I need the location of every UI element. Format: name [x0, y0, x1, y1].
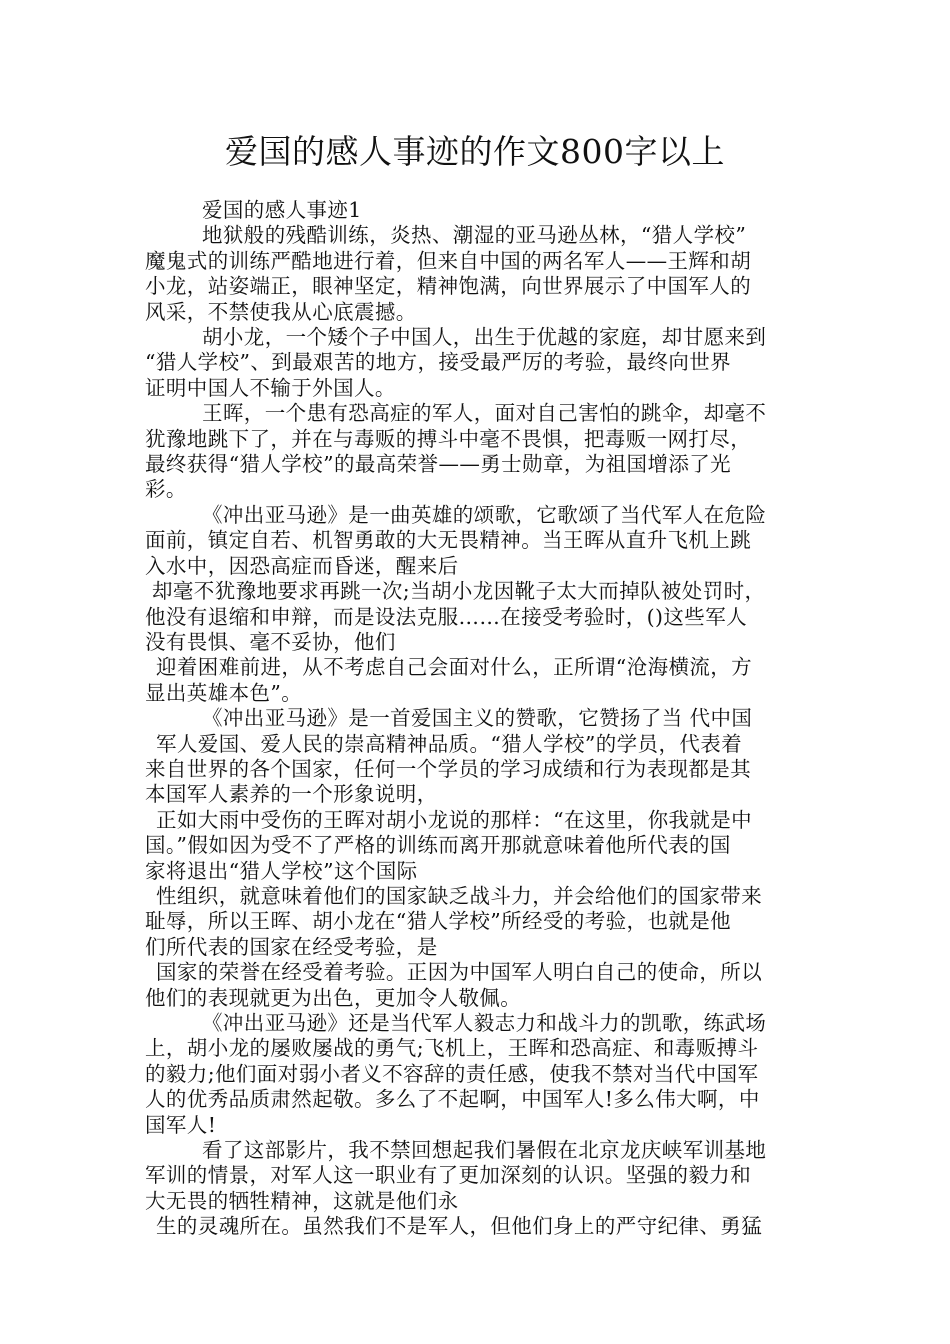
- text-line: 爱国的感人事迹1: [202, 198, 362, 222]
- text-line: 看了这部影片，我不禁回想起我们暑假在北京龙庆峡军训基地: [202, 1138, 767, 1163]
- text-line: 的毅力;他们面对弱小者义不容辞的责任感，使我不禁对当代中国军: [145, 1061, 759, 1086]
- text-line: 《冲出亚马逊》还是当代军人毅志力和战斗力的凯歌，练武场: [202, 1011, 767, 1035]
- text-line: 却毫不犹豫地要求再跳一次;当胡小龙因靴子太大而掉队被处罚时，: [152, 579, 766, 604]
- text-line: 风采，不禁使我从心底震撼。: [145, 299, 417, 324]
- text-line: 本国军人素养的一个形象说明，: [145, 782, 438, 807]
- text-line: 证明中国人不输于外国人。: [145, 375, 396, 400]
- text-line: 迎着困难前进，从不考虑自己会面对什么，正所谓“沧海横流，方: [156, 655, 753, 680]
- text-line: 《冲出亚马逊》是一首爱国主义的赞歌，它赞扬了当 代中国: [202, 706, 753, 731]
- text-line: 耻辱，所以王晖、胡小龙在“猎人学校”所经受的考验，也就是他: [145, 909, 732, 934]
- text-line: 胡小龙，一个矮个子中国人，出生于优越的家庭，却甘愿来到: [202, 325, 767, 350]
- document-title: 爱国的感人事迹的作文800字以上: [225, 132, 725, 171]
- text-line: 大无畏的牺牲精神，这就是他们永: [145, 1188, 459, 1213]
- document-body: [145, 198, 810, 1240]
- text-line: 《冲出亚马逊》是一曲英雄的颂歌，它歌颂了当代军人在危险: [202, 502, 767, 527]
- text-line: 军人爱国、爱人民的崇高精神品质。“猎人学校”的学员，代表着: [156, 731, 743, 756]
- text-line: 国家的荣誉在经受着考验。正因为中国军人明白自己的使命，所以: [156, 960, 763, 985]
- text-line: 最终获得“猎人学校”的最高荣誉——勇士勋章，为祖国增添了光: [145, 452, 732, 477]
- text-line: 显出英雄本色”。: [145, 680, 303, 705]
- text-line: 人的优秀品质肃然起敬。多么了不起啊，中国军人!多么伟大啊，中: [145, 1087, 760, 1112]
- text-line: 魔鬼式的训练严酷地进行着，但来自中国的两名军人——王辉和胡: [145, 248, 752, 273]
- text-line: 国军人!: [145, 1112, 217, 1137]
- text-line: 生的灵魂所在。虽然我们不是军人，但他们身上的严守纪律、勇猛: [156, 1214, 763, 1239]
- text-line: 正如大雨中受伤的王晖对胡小龙说的那样：“在这里，你我就是中: [156, 807, 753, 832]
- text-line: 家将退出“猎人学校”这个国际: [145, 858, 418, 883]
- text-line: 军训的情景，对军人这一职业有了更加深刻的认识。坚强的毅力和: [145, 1163, 752, 1188]
- text-line: 国。”假如因为受不了严格的训练而离开那就意味着他所代表的国: [145, 833, 731, 858]
- text-line: 王晖，一个患有恐高症的军人，面对自己害怕的跳伞，却毫不: [202, 401, 767, 426]
- text-line: “猎人学校”、到最艰苦的地方，接受最严厉的考验，最终向世界: [145, 350, 732, 375]
- text-line: 彩。: [145, 477, 187, 502]
- text-line: 没有畏惧、毫不妥协，他们: [145, 629, 396, 654]
- text-line: 面前，镇定自若、机智勇敢的大无畏精神。当王晖从直升飞机上跳: [145, 528, 752, 553]
- text-line: 他们的表现就更为出色，更加令人敬佩。: [145, 985, 522, 1010]
- text-line: 犹豫地跳下了，并在与毒贩的搏斗中毫不畏惧，把毒贩一网打尽，: [145, 426, 752, 451]
- text-line: 地狱般的残酷训练，炎热、潮湿的亚马逊丛林，“猎人学校”: [202, 223, 747, 248]
- text-line: 们所代表的国家在经受考验，是: [145, 934, 438, 959]
- text-line: 小龙，站姿端正，眼神坚定，精神饱满，向世界展示了中国军人的: [145, 274, 752, 299]
- text-line: 性组织，就意味着他们的国家缺乏战斗力，并会给他们的国家带来: [156, 883, 763, 908]
- text-line: 入水中，因恐高症而昏迷，醒来后: [145, 553, 459, 578]
- text-line: 他没有退缩和申辩，而是设法克服……在接受考验时，()这些军人: [145, 604, 747, 629]
- text-line: 来自世界的各个国家，任何一个学员的学习成绩和行为表现都是其: [145, 756, 752, 781]
- text-line: 上，胡小龙的屡败屡战的勇气;飞机上，王晖和恐高症、和毒贩搏斗: [145, 1036, 759, 1061]
